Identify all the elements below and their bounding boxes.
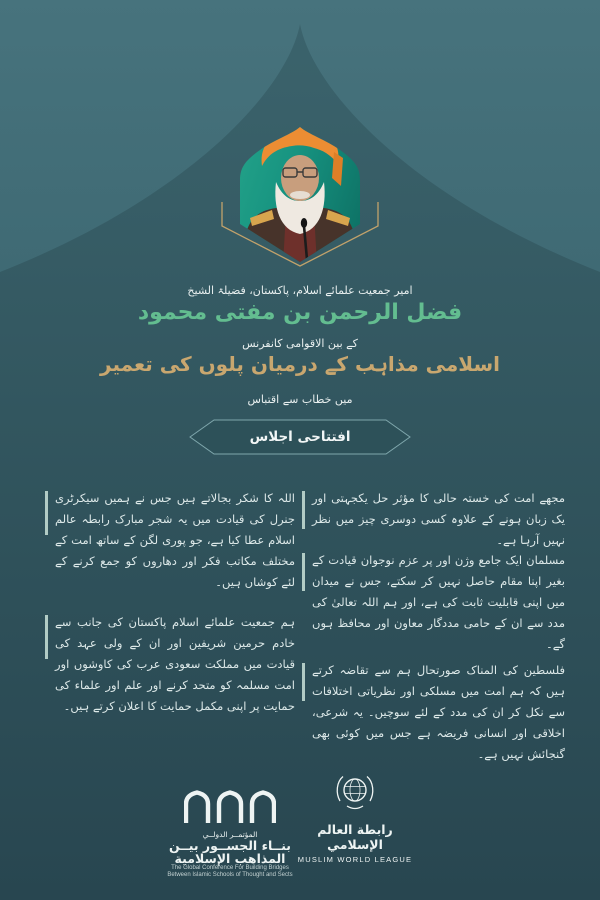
conference-prefix: کے بین الاقوامی کانفرنس [242,337,358,350]
quote-text: اللہ کا شکر بجالاتے ہیں جس نے ہمیں سیکرٹری جنرل کی قیادت میں یہ شجر مبارک رابطہ عالم اسلام عطا کیا ہے، جو پوری لگن کے ساتھ امت کے مختلف مکاتب فکر اور دھاروں کو جمع کرنے کے لئے کوشاں ہیں۔ [55,490,295,589]
quote-paragraph [312,550,565,655]
quote-text: مجھے امت کی خستہ حالی کا مؤثر حل یکجہتی اور یک زبان ہونے کے علاوہ کسی دوسری چیز میں نظر نہیں آرہا ہے۔ [312,490,565,547]
conference-logo [146,789,314,879]
conference-logo-english-1: The Global Conference For Building Bridges [171,865,289,871]
globe-wreath-emblem-icon [329,770,381,816]
quote-paragraph [312,488,565,551]
session-badge [188,418,412,456]
speaker-pretitle: امیر جمعیت علمائے اسلام، پاکستان، فضیلۃ الشیخ [187,284,413,297]
quote-accent-bar [45,615,48,659]
mwl-logo-english: MUSLIM WORLD LEAGUE [297,855,413,864]
conference-title: اسلامی مذاہب کے درمیان پلوں کی تعمیر [100,352,500,376]
speaker-name: فضل الرحمن بن مفتی محمود [137,300,463,325]
conference-logo-arabic-2: بنــاء الجســور بيــن [168,838,291,853]
conference-suffix: میں خطاب سے اقتباس [247,393,353,406]
quote-paragraph [312,660,565,765]
quote-text: مسلمان ایک جامع وژن اور پر عزم نوجوان قیادت کے بغیر اپنا مقام حاصل نہیں کر سکتے، جس نے میدان میں اپنی قابلیت ثابت کی ہے، اور ہم اللہ تعالیٰ کی مدد سے ان کے حامی مددگار معاون اور محافظ ہوں گے۔ [312,552,565,651]
quote-text: فلسطین کی المناک صورتحال ہم سے تقاضہ کرتے ہیں کہ ہم امت میں مسلکی اور نظریاتی اختلافات سے نکل کر ان کی مدد کے لئے سوچیں۔ یہ شرعی، اخلاقی اور انسانی فریضہ ہے جس میں کوئی بھی گنجائش نہیں ہے۔ [312,662,565,761]
mwl-logo-arabic: رابطة العالم الإسلامي [317,822,393,852]
conference-logo-arabic-1: المؤتمــر الدولــي [202,830,258,839]
quote-accent-bar [302,491,305,529]
mwl-logo [296,770,414,864]
speaker-portrait [210,112,390,282]
quote-accent-bar [302,663,305,701]
conference-logo-arabic-3: المذاهب الإسلامية [174,851,286,866]
session-badge-label: افتتاحی اجلاس [249,429,351,445]
conference-logo-english-2: Between Islamic Schools of Thought and Sects [167,872,293,878]
quote-accent-bar [302,553,305,591]
triple-arch-icon [184,789,276,823]
quote-accent-bar [45,491,48,535]
quote-paragraph [55,488,295,593]
quote-text: ہم جمعیت علمائے اسلام پاکستان کی جانب سے خادم حرمین شریفین اور ان کے ولی عہد کی قیادت میں مملکت سعودی عرب کی کاوشوں اور امت مسلمہ کو متحد کرنے اور علم اور علماء کی حمایت پر اپنی مکمل حمایت کا اعلان کرتے ہیں۔ [55,614,295,713]
quote-paragraph [55,612,295,717]
